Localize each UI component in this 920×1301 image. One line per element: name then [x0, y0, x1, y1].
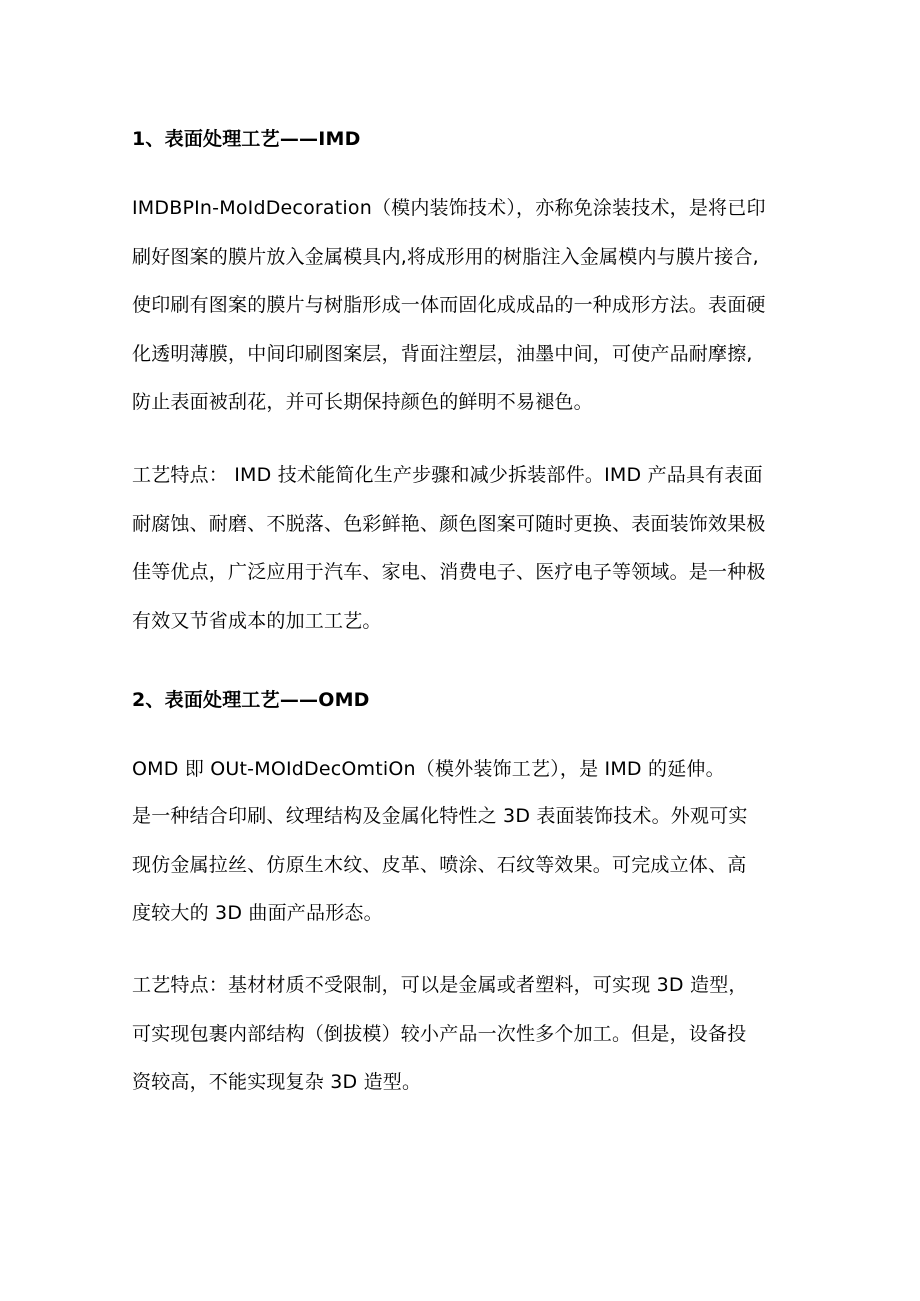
section-1-features-line: 耐腐蚀、耐磨、不脱落、色彩鲜艳、颜色图案可随时更换、表面装饰效果极	[132, 513, 766, 535]
section-1-intro-line: IMDBPIn-MoIdDecoration（模内装饰技术），亦称免涂装技术，是将已印	[132, 197, 766, 219]
section-2-heading: 2、表面处理工艺——OMD	[132, 689, 370, 711]
section-2-features-line: 资较高，不能实现复杂 3D 造型。	[132, 1071, 422, 1093]
section-1-features-line: 有效又节省成本的加工工艺。	[132, 610, 382, 632]
section-1-intro-line: 刷好图案的膜片放入金属模具内,将成形用的树脂注入金属模内与膜片接合,	[132, 246, 759, 268]
section-1-heading: 1、表面处理工艺——IMD	[132, 128, 361, 150]
section-2-intro-line: 是一种结合印刷、纹理结构及金属化特性之 3D 表面装饰技术。外观可实	[132, 805, 748, 827]
section-1-intro-line: 防止表面被刮花，并可长期保持颜色的鲜明不易褪色。	[132, 391, 593, 413]
section-2-intro-line: OMD 即 OUt-MOIdDecOmtiOn（模外装饰工艺），是 IMD 的延伸。	[132, 758, 725, 780]
section-1-intro-line: 使印刷有图案的膜片与树脂形成一体而固化成成品的一种成形方法。表面硬	[132, 294, 766, 316]
section-1-features-line: 佳等优点，广泛应用于汽车、家电、消费电子、医疗电子等领域。是一种极	[132, 561, 766, 583]
section-1-intro-line: 化透明薄膜，中间印刷图案层，背面注塑层，油墨中间，可使产品耐摩擦,	[132, 343, 753, 365]
section-2-intro-line: 现仿金属拉丝、仿原生木纹、皮革、喷涂、石纹等效果。可完成立体、高	[132, 854, 747, 876]
section-2-features-line: 工艺特点：基材材质不受限制，可以是金属或者塑料，可实现 3D 造型，	[132, 974, 748, 996]
section-2-features-line: 可实现包裹内部结构（倒拔模）较小产品一次性多个加工。但是，设备投	[132, 1023, 747, 1045]
section-1-features-line: 工艺特点： IMD 技术能简化生产步骤和减少拆装部件。IMD 产品具有表面	[132, 464, 763, 486]
section-2-intro-line: 度较大的 3D 曲面产品形态。	[132, 902, 383, 924]
